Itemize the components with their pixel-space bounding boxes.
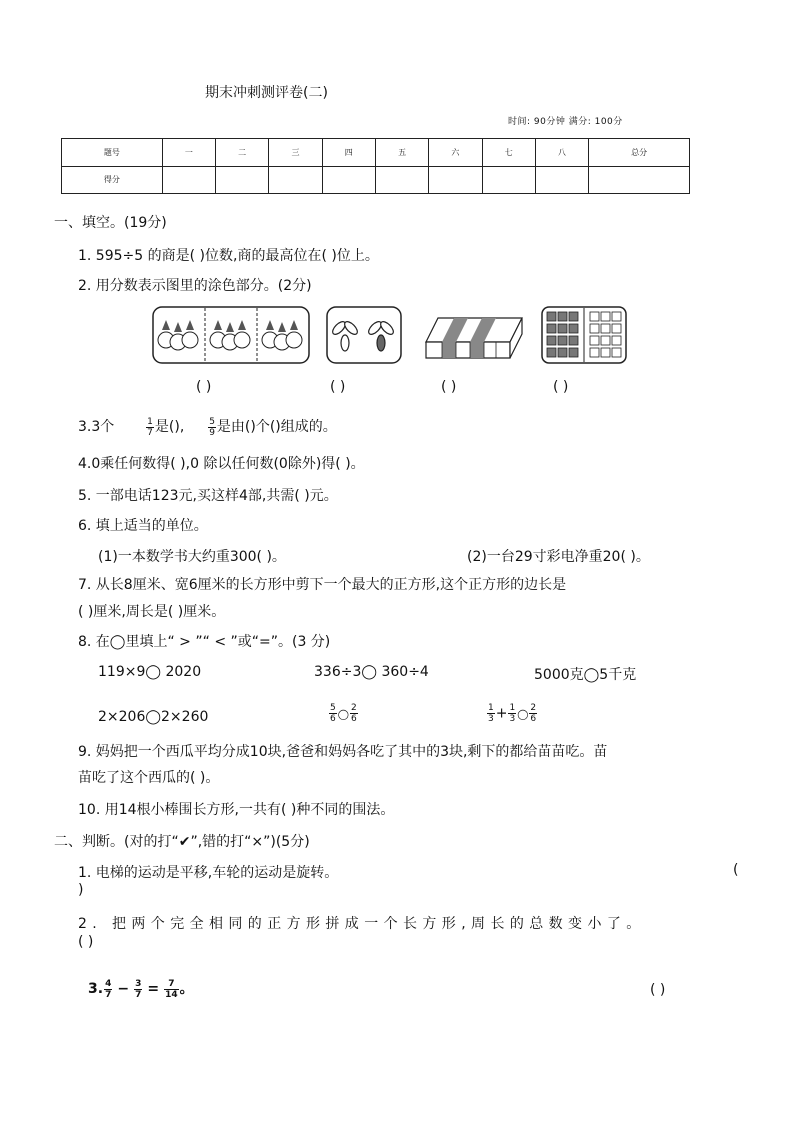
score-cell: 四 <box>322 139 375 167</box>
judge-1-paren-close[interactable]: ) <box>78 882 84 898</box>
question-1: 1. 595÷5 的商是( )位数,商的最高位在( )位上。 <box>78 248 379 264</box>
question-2: 2. 用分数表示图里的涂色部分。(2分) <box>78 278 312 294</box>
fraction: $\frac{5}{9}$ <box>209 416 215 438</box>
question-7-line-2: ( )厘米,周长是( )厘米。 <box>78 604 226 620</box>
score-input-cell[interactable] <box>269 166 322 194</box>
fraction: $\frac{1}{3}$ <box>488 703 494 724</box>
judge-2: 2. 把两个完全相同的正方形拼成一个长方形,周长的总数变小了。 <box>78 916 646 932</box>
judge-3 <box>88 978 194 1000</box>
compare-circle[interactable]: ◯ <box>517 709 529 721</box>
score-input-cell[interactable] <box>589 166 690 194</box>
judge-2-paren[interactable]: ( ) <box>78 934 94 950</box>
judge-3-end: 。 <box>179 981 194 997</box>
compare-item-fractions <box>328 703 359 724</box>
compare-item: 119×9◯ 2020 <box>98 664 202 680</box>
score-input-cell[interactable] <box>482 166 535 194</box>
score-cell: 总分 <box>589 139 690 167</box>
score-input-cell[interactable] <box>375 166 428 194</box>
score-cell: 七 <box>482 139 535 167</box>
section-2-heading: 二、判断。(对的打“✔”,错的打“×”)(5分) <box>54 834 310 850</box>
judge-1: 1. 电梯的运动是平移,车轮的运动是旋转。 <box>78 865 339 881</box>
answer-blank[interactable]: ( ) <box>196 379 212 395</box>
question-4: 4.0乘任何数得( ),0 除以任何数(0除外)得( )。 <box>78 456 365 472</box>
fraction: $\frac{3}{7}$ <box>135 978 142 1000</box>
compare-item-fraction-sum <box>486 703 538 724</box>
q3-text-c: 是由()个()组成的。 <box>216 419 337 435</box>
compare-item: 336÷3◯ 360÷4 <box>314 664 429 680</box>
score-input-cell[interactable] <box>322 166 375 194</box>
score-cell: 二 <box>216 139 269 167</box>
question-9-line-1: 9. 妈妈把一个西瓜平均分成10块,爸爸和妈妈各吃了其中的3块,剩下的都给苗苗吃。苗 <box>78 744 608 760</box>
score-cell: 题号 <box>62 139 163 167</box>
question-6: 6. 填上适当的单位。 <box>78 518 208 534</box>
striped-bar-figure <box>424 312 524 360</box>
exam-meta: 时间: 90分钟 满分: 100分 <box>508 117 623 127</box>
judge-1-paren-open[interactable]: ( <box>733 862 739 878</box>
score-cell: 八 <box>535 139 588 167</box>
answer-blank[interactable]: ( ) <box>441 379 457 395</box>
q3-text-b: 是(), <box>154 419 185 435</box>
score-input-cell[interactable] <box>216 166 269 194</box>
question-8: 8. 在◯里填上“ > ”“ < ”或“=”。(3 分) <box>78 634 331 650</box>
question-7-line-1: 7. 从长8厘米、宽6厘米的长方形中剪下一个最大的正方形,这个正方形的边长是 <box>78 577 567 593</box>
question-6-1: (1)一本数学书大约重300( )。 <box>98 549 286 565</box>
answer-blank[interactable]: ( ) <box>330 379 346 395</box>
fraction: $\frac{7}{14}$ <box>165 978 178 1000</box>
score-table <box>61 138 690 194</box>
q3-text-a: 3.3个 <box>78 419 115 435</box>
fraction: $\frac{4}{7}$ <box>105 978 112 1000</box>
question-9-line-2: 苗吃了这个西瓜的( )。 <box>78 770 220 786</box>
compare-circle[interactable]: ◯ <box>337 709 349 721</box>
score-input-cell[interactable] <box>162 166 215 194</box>
score-input-cell[interactable] <box>535 166 588 194</box>
equals-sign: = <box>147 981 160 997</box>
question-5: 5. 一部电话123元,买这样4部,共需( )元。 <box>78 488 338 504</box>
fraction: $\frac{1}{3}$ <box>509 703 516 724</box>
score-input-cell[interactable] <box>429 166 482 194</box>
fraction: $\frac{2}{6}$ <box>530 703 537 724</box>
page-title: 期末冲刺测评卷(二) <box>205 85 328 101</box>
score-table-header-row <box>62 139 690 167</box>
leaf-shapes-figure <box>326 306 402 364</box>
question-10: 10. 用14根小棒围长方形,一共有( )种不同的围法。 <box>78 802 395 818</box>
score-cell: 五 <box>375 139 428 167</box>
answer-blank[interactable]: ( ) <box>553 379 569 395</box>
fraction: $\frac{2}{6}$ <box>350 703 357 724</box>
score-cell: 三 <box>269 139 322 167</box>
score-cell: 一 <box>162 139 215 167</box>
judge-3-paren[interactable]: ( ) <box>650 982 666 998</box>
radish-figure <box>152 306 310 364</box>
judge-3-prefix: 3. <box>88 981 104 997</box>
minus-sign: − <box>117 981 130 997</box>
compare-item: 5000克◯5千克 <box>534 667 637 683</box>
score-row-label: 得分 <box>62 166 163 194</box>
compare-item: 2×206◯2×260 <box>98 709 209 725</box>
question-6-2: (2)一台29寸彩电净重20( )。 <box>467 549 650 565</box>
section-1-heading: 一、填空。(19分) <box>54 215 167 231</box>
fraction: $\frac{1}{7}$ <box>147 416 153 438</box>
question-3 <box>78 416 337 438</box>
plus-sign: + <box>495 705 508 722</box>
score-cell: 六 <box>429 139 482 167</box>
fraction: $\frac{5}{6}$ <box>330 703 336 724</box>
score-table-score-row <box>62 166 690 194</box>
grid-squares-figure <box>541 306 627 364</box>
